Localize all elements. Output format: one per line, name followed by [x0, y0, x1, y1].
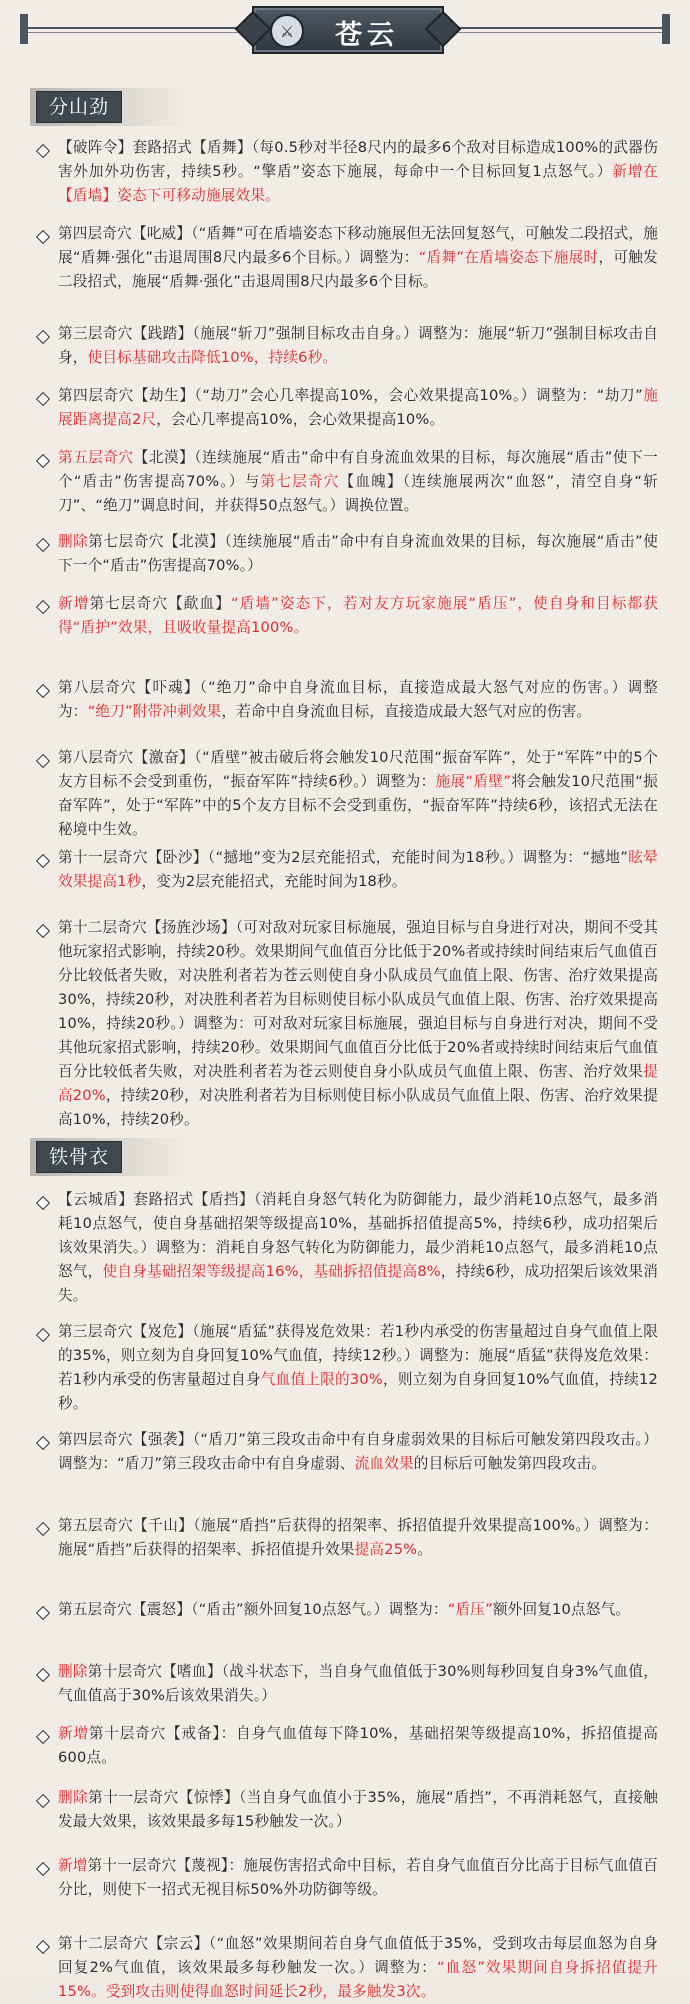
diamond-bullet-icon — [36, 684, 50, 698]
highlight-text: 使目标基础攻击降低10%，持续6秒。 — [87, 349, 338, 366]
diamond-bullet-icon — [36, 1196, 50, 1210]
diamond-bullet-icon — [36, 1730, 50, 1744]
diamond-bullet-icon — [36, 1606, 50, 1620]
change-note-text — [58, 322, 658, 370]
highlight-text: 第七层奇穴 — [260, 473, 340, 490]
highlight-text: “盾墙”姿态下，若对友方玩家施展“盾压”，使自身和目标都获得“盾护”效果，且吸收量提高100%。 — [58, 595, 658, 636]
change-note-text — [58, 1514, 658, 1562]
change-note-text — [58, 530, 658, 578]
change-note-text — [58, 384, 658, 432]
diamond-bullet-icon — [36, 754, 50, 768]
change-note-text — [58, 1854, 658, 1902]
change-note-text — [58, 222, 658, 294]
body-text: 【北漠】（连续施展“盾击”命中有自身流血效果的目标，每次施展“盾击”使下一个“盾击”伤害提高70%。）与 — [58, 449, 658, 490]
body-text: 的目标后可触发第四段攻击。 — [413, 1455, 607, 1472]
change-note-text — [58, 916, 658, 1132]
diamond-bullet-icon — [36, 1668, 50, 1682]
body-text: 第四层奇穴【强袭】（“盾刀”第三段攻击命中有自身虚弱效果的目标后可触发第四段攻击。）调整为：“盾刀”第三段攻击命中有自身虚弱、 — [58, 1431, 658, 1472]
body-text: ，若命中自身流血目标，直接造成最大怒气对应的伤害。 — [221, 703, 592, 720]
diamond-bullet-icon — [36, 1436, 50, 1450]
highlight-text: 施展“盾壁” — [435, 773, 512, 790]
body-text: 【破阵令】套路招式【盾舞】（每0.5秒对半径8尺内的最多6个敌对目标造成100%的武器伤害外加外功伤害，持续5秒。“擎盾”姿态下施展，每命中一个目标回复1点怒气。） — [58, 139, 658, 180]
highlight-text: 施展距离提高2尺 — [58, 387, 658, 428]
body-text: 第十一层奇穴【卧沙】（“撼地”变为2层充能招式，充能时间为18秒。）调整为：“撼地” — [58, 849, 629, 866]
title-banner — [0, 0, 690, 62]
diamond-bullet-icon — [36, 392, 50, 406]
highlight-text: “绝刀”附带冲刺效果 — [87, 703, 222, 720]
body-text: ，变为2层充能招式，充能时间为18秒。 — [141, 873, 407, 890]
diamond-bullet-icon — [36, 454, 50, 468]
body-text: 第四层奇穴【叱威】（“盾舞”可在盾墙姿态下移动施展但无法回复怒气，可触发二段招式，施展“盾舞·强化”击退周围8尺内最多6个目标。）调整为： — [58, 225, 658, 266]
change-note-text — [58, 1660, 658, 1708]
diamond-bullet-icon — [36, 330, 50, 344]
banner-end-cap — [662, 14, 670, 44]
change-note-text — [58, 1722, 658, 1770]
body-text: 。 — [417, 1541, 433, 1558]
diamond-bullet-icon — [36, 1328, 50, 1342]
diamond-bullet-icon — [36, 538, 50, 552]
body-text: 额外回复10点怒气。 — [492, 1601, 631, 1618]
banner-end-cap — [20, 14, 28, 44]
diamond-bullet-icon — [36, 854, 50, 868]
change-note-text — [58, 1428, 658, 1476]
change-note-text — [58, 1786, 658, 1834]
highlight-text: 新增 — [58, 1857, 88, 1874]
body-text: 【云城盾】套路招式【盾挡】（消耗自身怒气转化为防御能力，最少消耗10点怒气，最多消耗10点怒气，使自身基础招架等级提高10%，基础拆招值提高5%，持续6秒，成功招架后该效果消失。）调整为：消耗自身怒气转化为防御能力，最少消耗10点怒气，最多消耗10点怒气， — [58, 1191, 658, 1280]
change-note-text — [58, 136, 658, 208]
highlight-text: 眩晕效果提高1秒 — [58, 849, 659, 890]
highlight-text: 新增在【盾墙】姿态下可移动施展效果。 — [58, 163, 658, 204]
change-note-text — [58, 846, 658, 894]
highlight-text: “血怒”效果期间自身拆招值提升15%。受到攻击则使得血怒时间延长2秒，最多触发3次。 — [58, 1959, 659, 2000]
diamond-bullet-icon — [36, 924, 50, 938]
change-note-text — [58, 446, 658, 518]
body-text: 第十层奇穴【嗜血】（战斗状态下，当自身气血值低于30%则每秒回复自身3%气血值，气血值高于30%后该效果消失。） — [58, 1663, 658, 1704]
highlight-text: “盾压” — [447, 1601, 493, 1618]
highlight-text: 删除 — [58, 1789, 89, 1806]
banner-plate — [252, 6, 444, 54]
highlight-text: “盾舞”在盾墙姿态下施展时 — [418, 249, 599, 266]
diamond-bullet-icon — [36, 1862, 50, 1876]
page-title: 苍云 — [335, 20, 399, 51]
body-text: ，持续6秒，成功招架后该效果消失。 — [58, 1263, 658, 1304]
diamond-bullet-icon — [36, 1794, 50, 1808]
section-title: 铁骨衣 — [36, 1141, 122, 1173]
body-text: 第三层奇穴【岌危】（施展“盾猛”获得岌危效果：若1秒内承受的伤害量超过自身气血值上限的35%，则立刻为自身回复10%气血值，持续12秒。）调整为：施展“盾猛”获得岌危效果：若1秒内承受的伤害量超过自身 — [58, 1323, 658, 1388]
highlight-text: 使自身基础招架等级提高16%，基础拆招值提高8% — [102, 1263, 441, 1280]
body-text: 第十二层奇穴【扬旌沙场】（可对敌对玩家目标施展，强迫目标与自身进行对决，期间不受其他玩家招式影响，持续20秒。效果期间气血值百分比低于20%者或持续时间结束后气血值百分比较低者失败，对决胜利者若为苍云则使自身小队成员气血值上限、伤害、治疗效果提高30%，持续20秒，对决胜利者若为目标则使目标小队成员气血值上限、伤害、治疗效果提高10%，持续20秒。）调整为：可对敌对玩家目标施展，强迫目标与自身进行对决，期间不受其他玩家招式影响，持续20秒。效果期间气血值百分比低于20%者或持续时间结束后气血值百分比较低者失败，对决胜利者若为苍云则使自身小队成员气血值上限、伤害、治疗效果 — [58, 919, 658, 1080]
body-text: ，则立刻为自身回复10%气血值，持续12秒。 — [58, 1371, 658, 1412]
change-note-text — [58, 1188, 658, 1308]
change-note-text — [58, 746, 658, 842]
body-text: 第十二层奇穴【宗云】（“血怒”效果期间若自身气血值低于35%，受到攻击每层血怒为自身回复2%气血值，该效果最多每秒触发一次。）调整为： — [58, 1935, 658, 1976]
change-note-text — [58, 676, 658, 724]
diamond-bullet-icon — [36, 230, 50, 244]
body-text: 第八层奇穴【激奋】（“盾壁”被击破后将会触发10尺范围“振奋军阵”，处于“军阵”中的5个友方目标不会受到重伤，“振奋军阵”持续6秒。）调整为： — [58, 749, 658, 790]
body-text: 第十一层奇穴【蔑视】：施展伤害招式命中目标，若自身气血值百分比高于目标气血值百分比，则使下一招式无视目标50%外功防御等级。 — [58, 1857, 658, 1898]
body-text: 第五层奇穴【千山】（施展“盾挡”后获得的招架率、拆招值提升效果提高100%。）调整为：施展“盾挡”后获得的招架率、拆招值提升效果 — [58, 1517, 658, 1558]
body-text: 将会触发10尺范围“振奋军阵”，处于“军阵”中的5个友方目标不会受到重伤，“振奋军阵”持续6秒，该招式无法在秘境中生效。 — [58, 773, 658, 838]
body-text: 第八层奇穴【吓魂】（“绝刀”命中自身流血目标，直接造成最大怒气对应的伤害。）调整为： — [58, 679, 658, 720]
body-text: 第十层奇穴【戒备】：自身气血值每下降10%，基础招架等级提高10%，拆招值提高600点。 — [58, 1725, 658, 1766]
section-header — [30, 88, 190, 126]
body-text: 第七层奇穴【北漠】（连续施展“盾击”命中有自身流血效果的目标，每次施展“盾击”使下一个“盾击”伤害提高70%。） — [58, 533, 658, 574]
highlight-text: 气血值上限的30% — [260, 1371, 383, 1388]
section-header — [30, 1138, 190, 1176]
highlight-text: 提高25% — [354, 1541, 418, 1558]
body-text: 第五层奇穴【震怒】（“盾击”额外回复10点怒气。）调整为： — [58, 1601, 448, 1618]
body-text: ，可触发二段招式，施展“盾舞·强化”击退周围8尺内最多6个目标。 — [58, 249, 658, 290]
school-emblem-icon: ⚔ — [270, 14, 304, 48]
change-note-text — [58, 1598, 658, 1622]
body-text: ，会心几率提高10%，会心效果提高10%。 — [156, 411, 445, 428]
diamond-bullet-icon — [36, 600, 50, 614]
highlight-text: 删除 — [58, 1663, 88, 1680]
change-note-text — [58, 1932, 658, 2004]
body-text: 第三层奇穴【践踏】（施展“斩刀”强制目标攻击自身。）调整为：施展“斩刀”强制目标攻击自身， — [58, 325, 658, 366]
highlight-text: 新增 — [58, 595, 90, 612]
body-text: ，持续20秒，对决胜利者若为目标则使目标小队成员气血值上限、伤害、治疗效果提高10%，持续20秒。 — [58, 1087, 658, 1128]
section-title: 分山劲 — [36, 91, 122, 123]
body-text: 第七层奇穴【歃血】 — [89, 595, 231, 612]
body-text: 【血魄】（连续施展两次“血怒”，清空自身“斩刀”、“绝刀”调息时间，并获得50点怒气。）调换位置。 — [58, 473, 658, 514]
diamond-bullet-icon — [36, 1522, 50, 1536]
change-note-text — [58, 1320, 658, 1416]
body-text: 第四层奇穴【劫生】（“劫刀”会心几率提高10%，会心效果提高10%。）调整为：“劫刀” — [58, 387, 643, 404]
body-text: 第十一层奇穴【惊悸】（当自身气血值小于35%，施展“盾挡”，不再消耗怒气，直接触发最大效果，该效果最多每15秒触发一次。） — [58, 1789, 658, 1830]
diamond-bullet-icon — [36, 1940, 50, 1954]
highlight-text: 提高20% — [58, 1063, 658, 1104]
highlight-text: 新增 — [58, 1725, 89, 1742]
highlight-text: 第五层奇穴 — [58, 449, 134, 466]
diamond-bullet-icon — [36, 144, 50, 158]
highlight-text: 删除 — [58, 533, 89, 550]
change-note-text — [58, 592, 658, 640]
highlight-text: 流血效果 — [354, 1455, 414, 1472]
